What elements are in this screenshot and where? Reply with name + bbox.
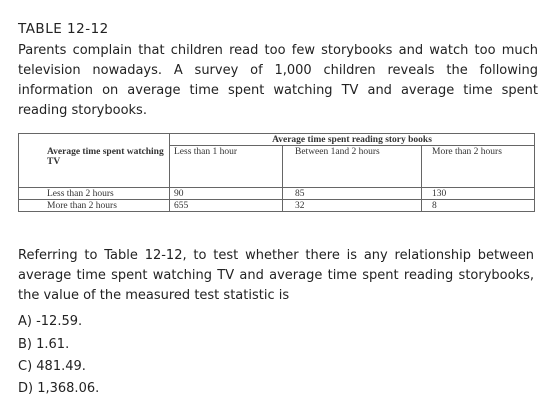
answer-option-d[interactable]: D) 1,368.06. — [18, 381, 100, 396]
intro-text: Parents complain that children read too few storybooks and watch too much television nowadays. A survey of 1,000 children reveals the following information on average time spent watching TV and average time spent reading storybooks. — [18, 43, 538, 118]
table-cell: 32 — [283, 199, 422, 211]
table-cell: 8 — [422, 199, 535, 211]
col-header-more-than-2: More than 2 hours — [422, 146, 535, 188]
table-cell: 130 — [422, 187, 535, 199]
corner-cell — [19, 134, 170, 146]
reading-time-header: Average time spent reading story books — [170, 134, 535, 146]
row-label: More than 2 hours — [19, 199, 170, 211]
answer-option-b[interactable]: B) 1.61. — [18, 337, 70, 352]
answer-option-a[interactable]: A) -12.59. — [18, 314, 83, 329]
table-cell: 85 — [283, 187, 422, 199]
table-row — [19, 199, 535, 211]
col-header-less-than-1: Less than 1 hour — [170, 146, 283, 188]
table-title: TABLE 12-12 — [18, 21, 109, 37]
table-cell: 655 — [170, 199, 283, 211]
col-header-between-1-and-2: Between 1and 2 hours — [283, 146, 422, 188]
row-label: Less than 2 hours — [19, 187, 170, 199]
table-cell: 90 — [170, 187, 283, 199]
answer-option-c[interactable]: C) 481.49. — [18, 359, 86, 374]
survey-table — [18, 133, 535, 212]
table-row — [19, 187, 535, 199]
tv-time-header: Average time spent watching TV — [19, 146, 170, 188]
question-text: Referring to Table 12-12, to test whether there is any relationship between average time spent watching TV and average time spent reading storybooks, the value of the measured test statistic is — [18, 248, 534, 303]
